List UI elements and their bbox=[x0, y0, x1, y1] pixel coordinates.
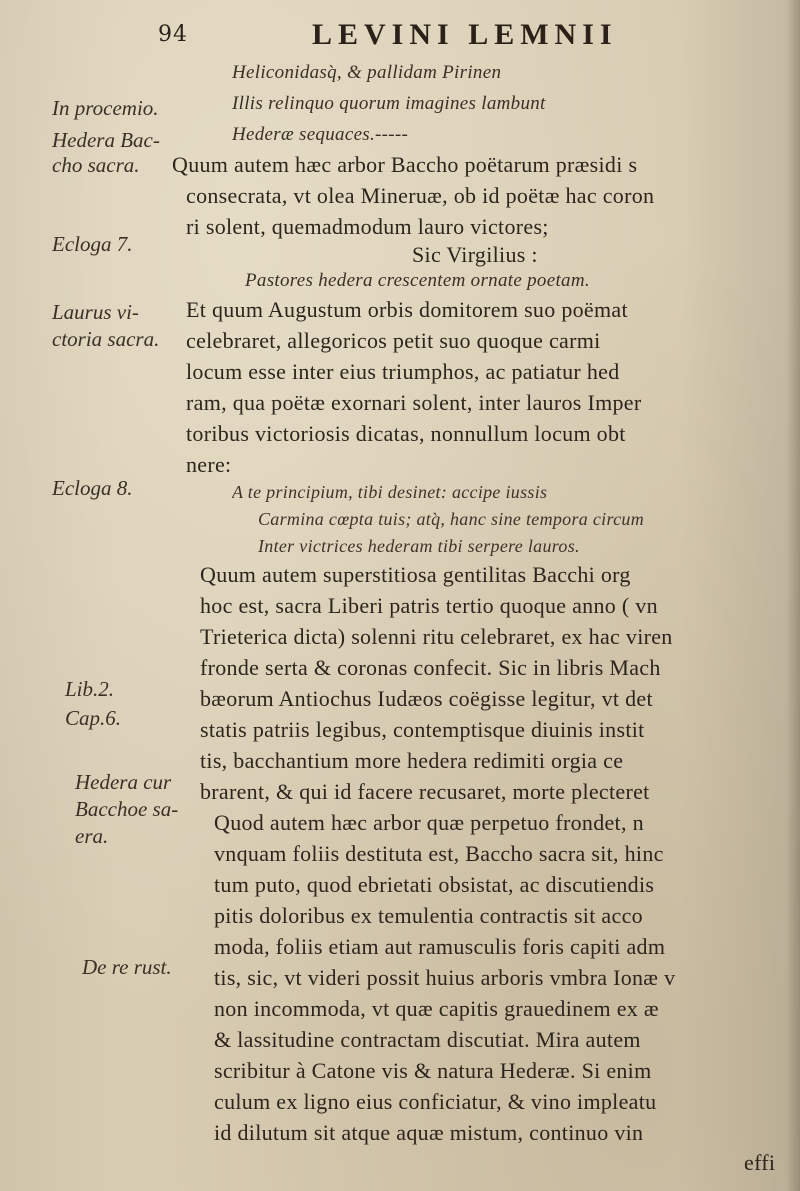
text-line: Hederæ sequaces.----- bbox=[232, 124, 409, 145]
text-line: consecrata, vt olea Mineruæ, ob id poëtæ hac coron bbox=[186, 183, 655, 208]
margin-note: ctoria sacra. bbox=[52, 327, 160, 351]
text-line: ri solent, quemadmodum lauro victores; bbox=[186, 214, 549, 239]
running-head: LEVINI LEMNII bbox=[312, 18, 618, 51]
text-line: id dilutum sit atque aquæ mistum, continuo vin bbox=[214, 1120, 644, 1145]
catchword: effi bbox=[744, 1150, 776, 1175]
page-number: 94 bbox=[158, 22, 188, 47]
text-line: Trieterica dicta) solenni ritu celebraret, ex hac viren bbox=[200, 624, 673, 649]
margin-note: Ecloga 7. bbox=[52, 232, 133, 256]
margin-note: Hedera Bac- bbox=[52, 128, 160, 152]
text-line: locum esse inter eius triumphos, ac patiatur hed bbox=[186, 359, 620, 384]
text-line: tum puto, quod ebrietati obsistat, ac discutiendis bbox=[214, 872, 655, 897]
text-line: Quod autem hæc arbor quæ perpetuo frondet, n bbox=[214, 810, 644, 835]
margin-note: era. bbox=[75, 824, 109, 848]
text-line: toribus victoriosis dicatas, nonnullum locum obt bbox=[186, 421, 626, 446]
text-line: Carmina cœpta tuis; atq̀, hanc sine tempora circum bbox=[258, 509, 645, 529]
text-line: tis, sic, vt videri possit huius arboris vmbra Ionæ v bbox=[214, 965, 676, 990]
text-line: Et quum Augustum orbis domitorem suo poëmat bbox=[186, 297, 628, 322]
text-line: non incommoda, vt quæ capitis grauedinem ex æ bbox=[214, 996, 659, 1021]
text-line: nere: bbox=[186, 452, 232, 477]
text-line: Heliconidasq̀, & pallidam Pirinen bbox=[232, 62, 502, 83]
text-line: statis patriis legibus, contemptisque diuinis instit bbox=[200, 717, 645, 742]
text-line: Pastores hedera crescentem ornate poetam. bbox=[245, 270, 590, 291]
text-line: tis, bacchantium more hedera redimiti orgia ce bbox=[200, 748, 624, 773]
text-line: vnquam foliis destituta est, Baccho sacra sit, hinc bbox=[214, 841, 664, 866]
margin-note: Cap.6. bbox=[65, 706, 122, 730]
text-line: Inter victrices hederam tibi serpere lauros. bbox=[258, 536, 580, 556]
text-line: hoc est, sacra Liberi patris tertio quoque anno ( vn bbox=[200, 593, 658, 618]
text-line: Illis relinquo quorum imagines lambunt bbox=[232, 93, 546, 114]
text-line: A te principium, tibi desinet: accipe iussis bbox=[232, 482, 548, 502]
text-line: moda, foliis etiam aut ramusculis foris capiti adm bbox=[214, 934, 666, 959]
margin-note: cho sacra. bbox=[52, 153, 140, 177]
text-line: ram, qua poëtæ exornari solent, inter lauros Imper bbox=[186, 390, 642, 415]
margin-note: Ecloga 8. bbox=[52, 476, 133, 500]
text-line: fronde serta & coronas confecit. Sic in libris Mach bbox=[200, 655, 661, 680]
margin-note: Hedera cur bbox=[75, 770, 172, 794]
text-line: Quum autem hæc arbor Baccho poëtarum præsidi s bbox=[172, 152, 638, 177]
text-line: & lassitudine contractam discutiat. Mira autem bbox=[214, 1027, 641, 1052]
text-line: Quum autem superstitiosa gentilitas Bacchi org bbox=[200, 562, 631, 587]
text-line: pitis doloribus ex temulentia contractis sit acco bbox=[214, 903, 643, 928]
text-line: scribitur à Catone vis & natura Hederæ. Si enim bbox=[214, 1058, 652, 1083]
text-line: Sic Virgilius : bbox=[412, 242, 538, 267]
text-line: bæorum Antiochus Iudæos coëgisse legitur, vt det bbox=[200, 686, 653, 711]
text-line: culum ex ligno eius conficiatur, & vino impleatu bbox=[214, 1089, 657, 1114]
margin-note: Laurus vi- bbox=[52, 300, 139, 324]
margin-note: In procemio. bbox=[52, 96, 159, 120]
text-line: celebraret, allegoricos petit suo quoque carmi bbox=[186, 328, 601, 353]
margin-note: Lib.2. bbox=[65, 677, 115, 701]
text-line: brarent, & qui id facere recusaret, morte plecteret bbox=[200, 779, 650, 804]
page-edge-shadow bbox=[786, 0, 800, 1191]
margin-note: De re rust. bbox=[82, 955, 172, 979]
margin-note: Bacchoe sa- bbox=[75, 797, 179, 821]
